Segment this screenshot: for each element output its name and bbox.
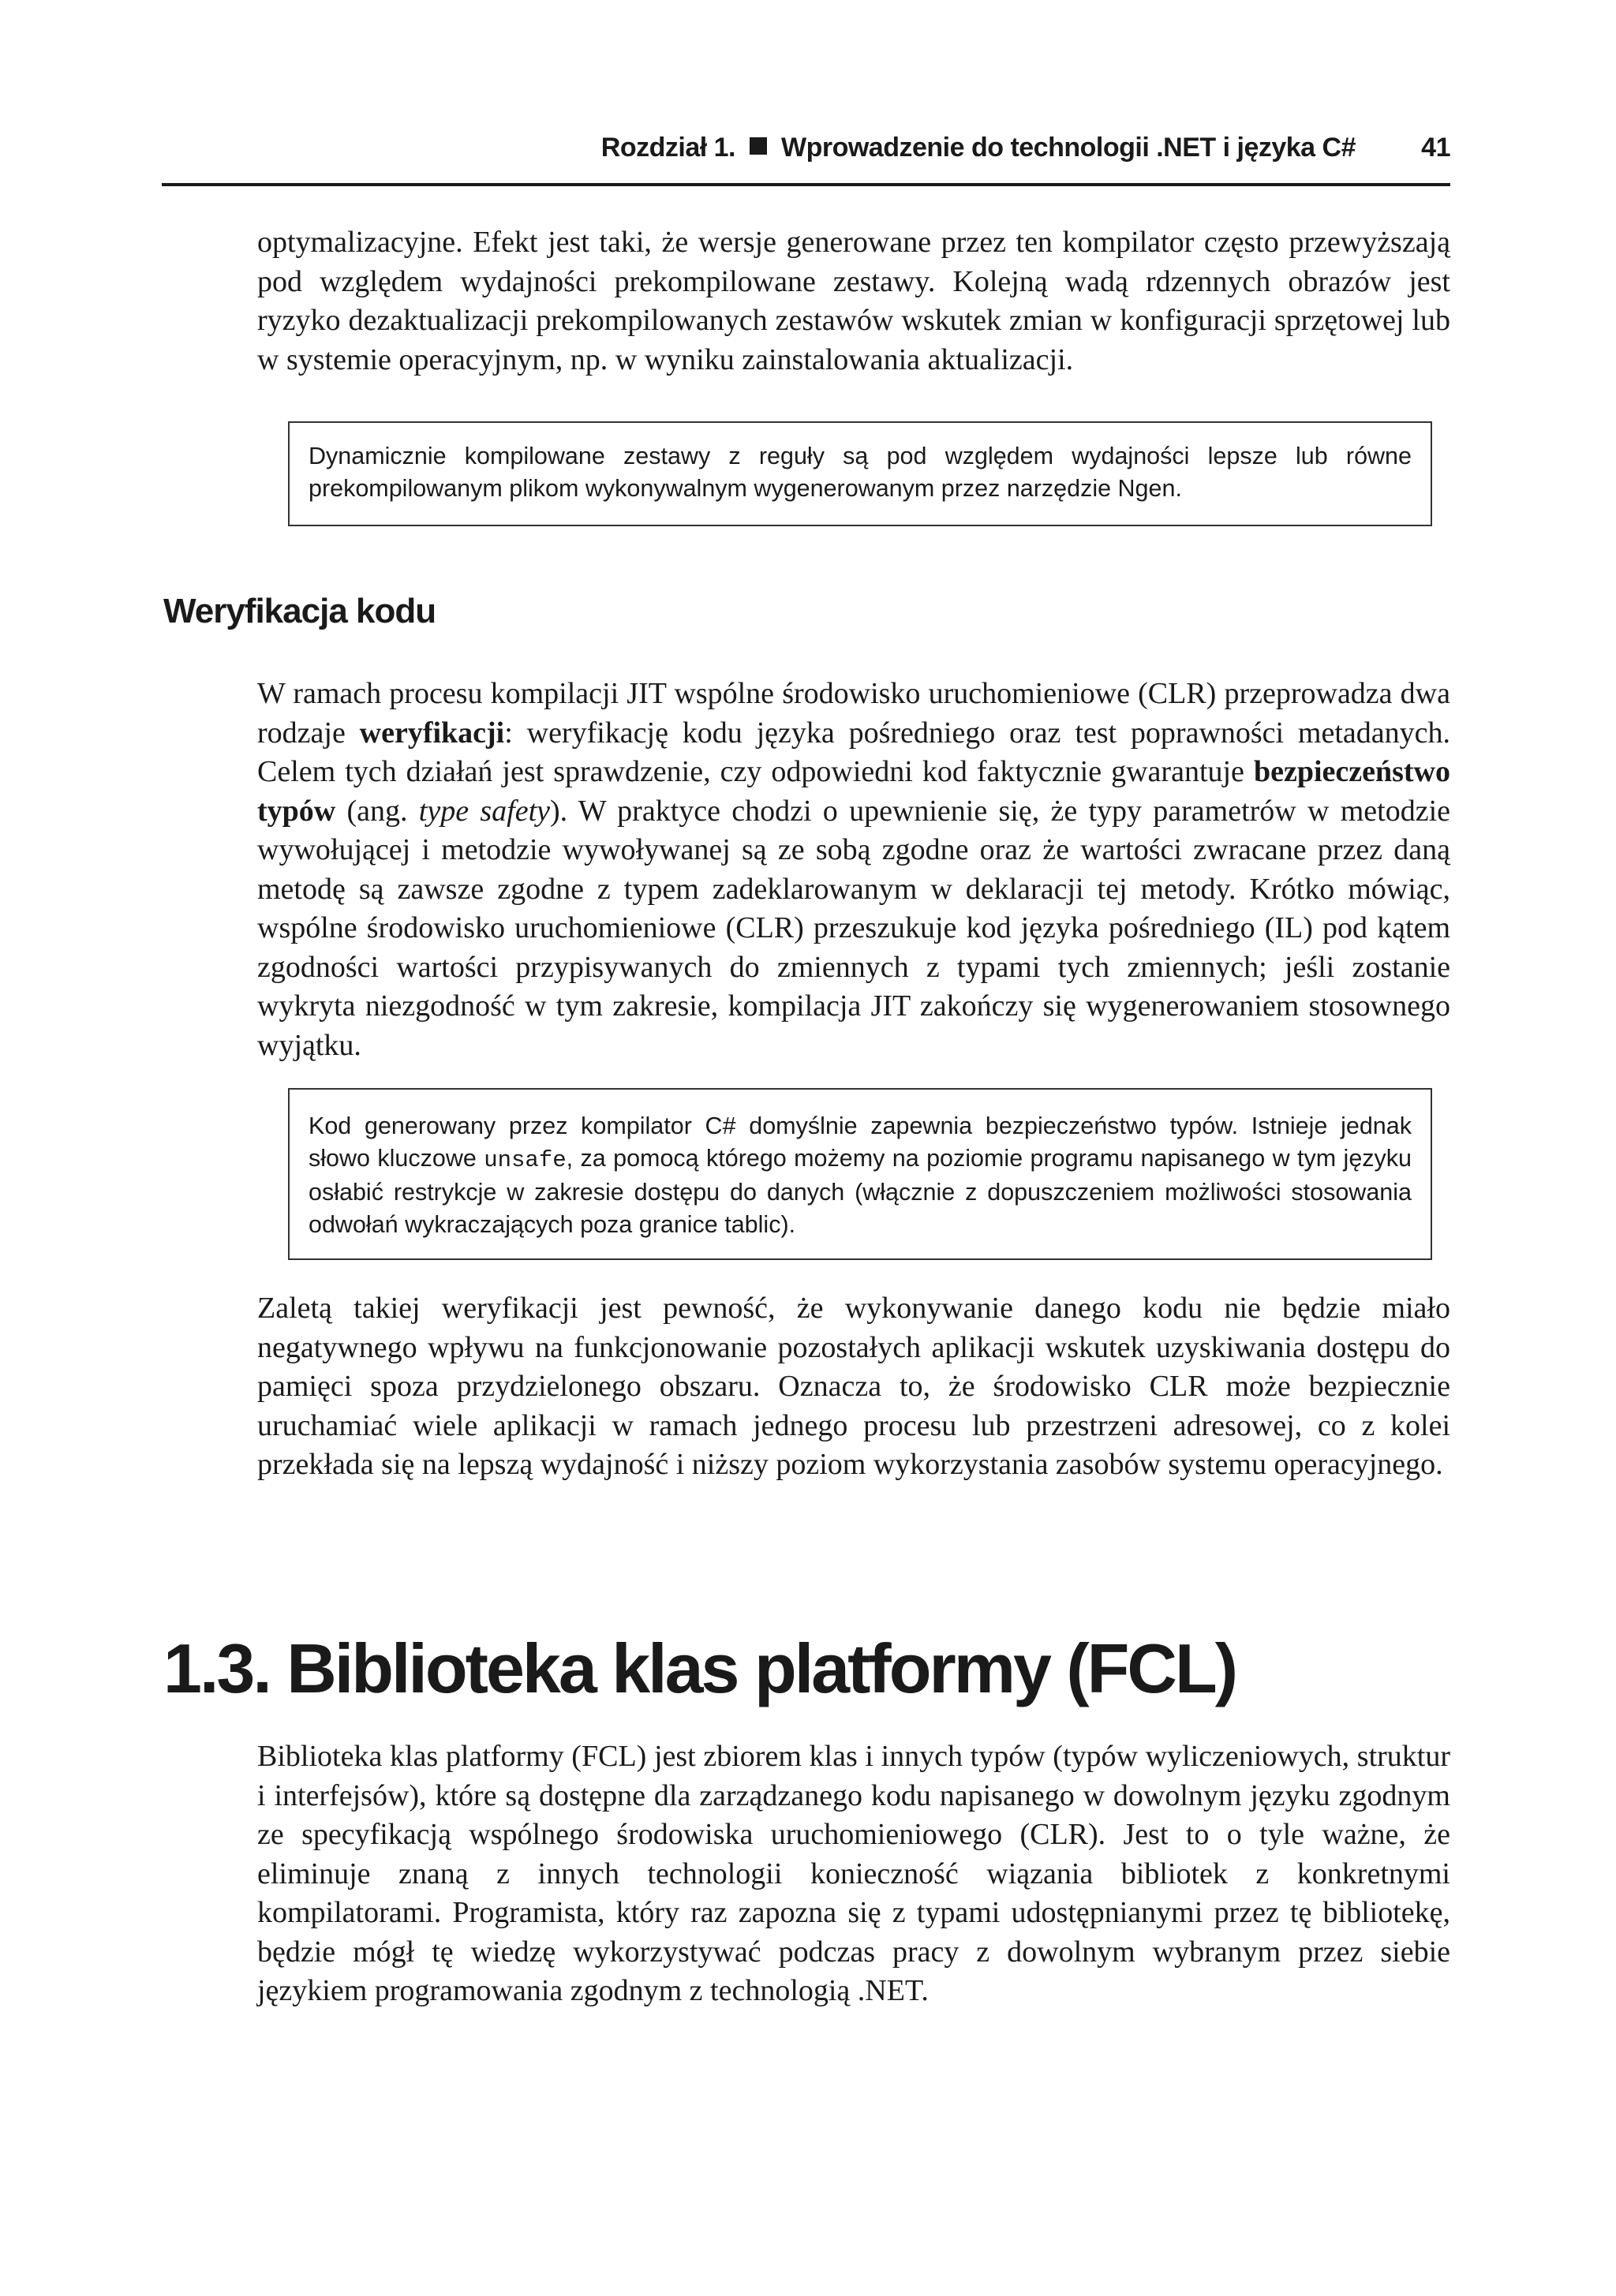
note-text: Dynamicznie kompilowane zestawy z reguły są pod względem wydajności lepsze lub równe prekompilowanym plikom wykonywalnym wygenerowanym przez narzędzie Ngen. [309, 443, 1412, 502]
section-heading: Weryfikacja kodu [163, 592, 436, 630]
term-weryfikacji: weryfikacji [359, 716, 505, 750]
term-type-safety: bezpieczeństwo typów [257, 755, 1450, 828]
page-number: 41 [1421, 133, 1450, 163]
benefit-paragraph: Zaletą takiej weryfikacji jest pewność, że wykonywanie danego kodu nie będzie miało negatywnego wpływu na funkcjonowanie pozostałych aplikacji wskutek uzyskiwania dostępu do pamięci spoza przydzielonego obszaru. Oznacza to, że środowisko CLR może bezpiecznie uruchamiać wiele aplikacji w ramach jednego procesu lub przestrzeni adresowej, co z kolei przekłada się na lepszą wydajność i niższy poziom wykorzystania zasobów systemu operacyjnego. [257, 1292, 1450, 1481]
running-header-chapter: Rozdział 1. Wprowadzenie do technologii .NET i języka C# [600, 133, 1356, 163]
fcl-paragraph: Biblioteka klas platformy (FCL) jest zbiorem klas i innych typów (typów wyliczeniowych, struktur i interfejsów), które są dostępne dla zarządzanego kodu napisanego w dowolnym języku zgodnym ze specyfikacją wspólnego środowiska uruchomieniowego (CLR). Jest to o tyle ważne, że eliminuje znaną z innych technologii konieczność wiązania bibliotek z konkretnymi kompilatorami. Programista, który raz zapozna się z typami udostępnianymi przez tę bibliotekę, będzie mógł tę wiedzę wykorzystywać podczas pracy z dowolnym wybranym przez siebie językiem programowania zgodnym z technologią .NET. [257, 1740, 1450, 2007]
square-bullet-icon [750, 137, 767, 155]
chapter-heading: 1.3. Biblioteka klas platformy (FCL) [163, 1629, 1236, 1707]
running-header [162, 131, 1450, 186]
note-box-dynamic-compilation [288, 421, 1432, 526]
term-english: type safety [418, 794, 550, 828]
intro-paragraph: optymalizacyjne. Efekt jest taki, że wersje generowane przez ten kompilator często przewyższają pod względem wydajności prekompilowane zestawy. Kolejną wadą rdzennych obrazów jest ryzyko dezaktualizacji prekompilowanych zestawów wskutek zmian w konfiguracji sprzętowej lub w systemie operacyjnym, np. w wyniku zainstalowania aktualizacji. [257, 226, 1450, 376]
verification-paragraph: W ramach procesu kompilacji JIT wspólne środowisko uruchomieniowe (CLR) przeprowadza dwa rodzaje weryfikacji: weryfikację kodu języka pośredniego oraz test poprawności metadanych. Celem tych działań jest sprawdzenie, czy odpowiedni kod faktycznie gwarantuje bezpieczeństwo typów (ang. type safety). W praktyce chodzi o upewnienie się, że typy parametrów w metodzie wywołującej i metodzie wywoływanej są ze sobą zgodne oraz że wartości zwracane przez daną metodę są zawsze zgodne z typem zadeklarowanym w deklaracji tej metody. Krótko mówiąc, wspólne środowisko uruchomieniowe (CLR) przeszukuje kod języka pośredniego (IL) pod kątem zgodności wartości przypisywanych do zmiennych z typami tych zmiennych; jeśli zostanie wykryta niezgodność w tym zakresie, kompilacja JIT zakończy się wygenerowaniem stosownego wyjątku. [257, 677, 1450, 1062]
note-box-unsafe: Kod generowany przez kompilator C# domyślnie zapewnia bezpieczeństwo typów. Istnieje jednak słowo kluczowe unsafe, za pomocą którego możemy na poziomie programu napisanego w tym języku osłabić restrykcje w zakresie dostępu do danych (włącznie z dopuszczeniem możliwości stosowania odwołań wykraczających poza granice tablic). [288, 1088, 1432, 1260]
code-keyword: unsafe [484, 1147, 567, 1173]
